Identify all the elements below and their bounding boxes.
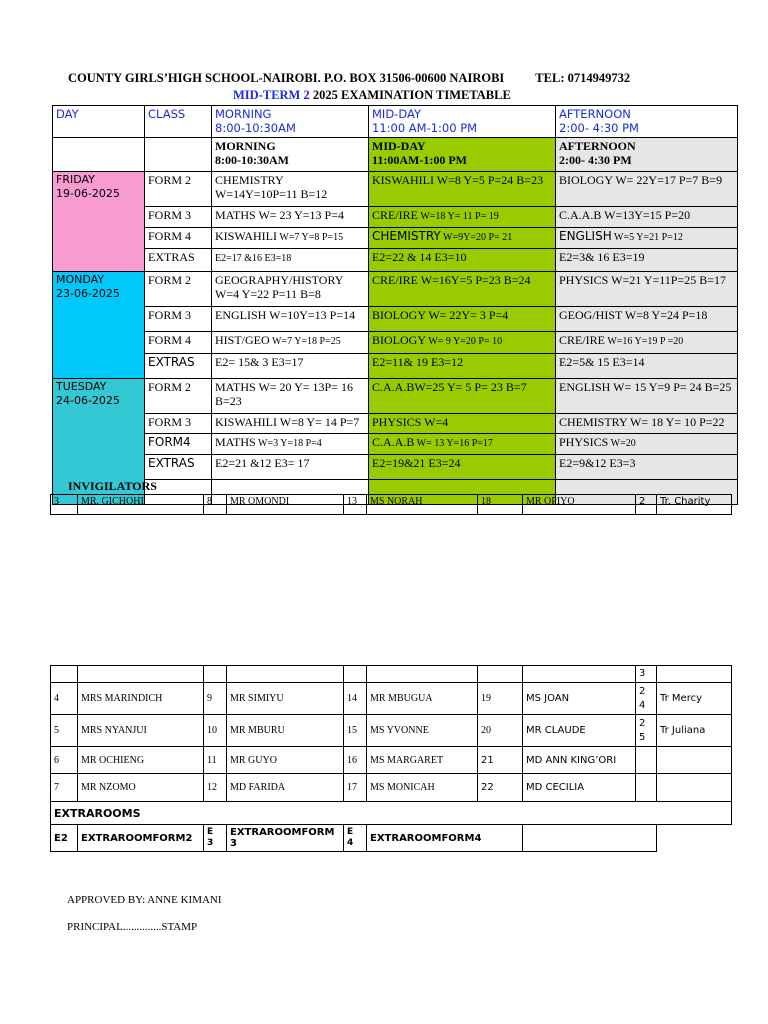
afternoon-cell: PHYSICS W=20 [556,434,738,455]
invigilator-number: 19 [478,683,523,715]
timetable-row [53,207,738,228]
morning-cell: E2=21 &12 E3= 17 [212,455,369,480]
timetable-row [53,172,738,207]
principal-stamp: PRINCIPAL..............STAMP [67,921,198,933]
timetable-row [53,414,738,434]
afternoon-cell: E2=3& 16 E3=19 [556,249,738,272]
morning-cell: E2= 15& 3 E3=17 [212,354,369,379]
timetable-row [53,379,738,414]
invigilator-name: MS MARGARET [367,747,478,774]
timetable-row [53,332,738,354]
invigilators-table [50,665,732,852]
invigilators-title: INVIGILATORS [68,479,157,493]
midday-cell: E2=11& 19 E3=12 [369,354,556,379]
class-cell: FORM 2 [145,272,212,307]
midday-cell: KISWAHILI W=8 Y=5 P=24 B=23 [369,172,556,207]
midday-cell: CRE/IRE W=18 Y= 11 P= 19 [369,207,556,228]
invigilator-name: MRS MARINDICH [78,683,204,715]
invigilator-name: MR SIMIYU [227,683,344,715]
invigilator-number: 20 [478,715,523,747]
invigilator-row [51,495,732,515]
day-cell: MONDAY 23-06-2025 [53,272,145,379]
morning-cell: MATHS W=3 Y=18 P=4 [212,434,369,455]
timetable-row [53,455,738,480]
midday-cell: E2=22 & 14 E3=10 [369,249,556,272]
class-cell: FORM 3 [145,207,212,228]
morning-cell: KISWAHILI W=7 Y=8 P=15 [212,228,369,249]
midday-cell: E2=19&21 E3=24 [369,455,556,480]
extraroom-cell: E 3 [204,825,227,852]
invigilator-name: Tr Mercy [657,683,732,715]
afternoon-cell: ENGLISH W= 15 Y=9 P= 24 B=25 [556,379,738,414]
midday-cell: BIOLOGY W= 22Y= 3 P=4 [369,307,556,332]
invigilator-name: MR CLAUDE [523,715,636,747]
header-day: DAY [53,106,145,138]
extrarooms-row [51,825,732,852]
invigilator-name: MD FARIDA [227,774,344,802]
class-cell: FORM 4 [145,228,212,249]
morning-cell: HIST/GEO W=7 Y=18 P=25 [212,332,369,354]
class-cell: EXTRAS [145,354,212,379]
midday-cell: C.A.A.BW=25 Y= 5 P= 23 B=7 [369,379,556,414]
exam-title [233,88,511,103]
invigilator-number: 5 [51,715,78,747]
school-header: COUNTY GIRLS’HIGH SCHOOL-NAIROBI. P.O. BOX 31506-00600 NAIROBI TEL: 0714949732 [68,71,631,85]
timetable-row [53,434,738,455]
invigilator-number: 13 [344,495,367,515]
timetable-row [53,307,738,332]
midterm-label: MID-TERM 2 [233,88,310,102]
invigilator-name: MR. GICHOHI [78,495,204,515]
morning-cell: E2=17 &16 E3=18 [212,249,369,272]
invigilator-number: 12 [204,774,227,802]
extrarooms-title: EXTRAROOMS [51,802,732,825]
extraroom-cell: E2 [51,825,78,852]
afternoon-cell: E2=5& 15 E3=14 [556,354,738,379]
invigilator-name: MR MBUGUA [367,683,478,715]
class-cell: FORM 2 [145,379,212,414]
day-cell: FRIDAY 19-06-2025 [53,172,145,272]
afternoon-cell: BIOLOGY W= 22Y=17 P=7 B=9 [556,172,738,207]
afternoon-cell: PHYSICS W=21 Y=11P=25 B=17 [556,272,738,307]
invigilator-name [657,747,732,774]
invigilator-row [51,715,732,747]
timetable-row [53,249,738,272]
invigilator-number: 3 [51,495,78,515]
midday-cell: CRE/IRE W=16Y=5 P=23 B=24 [369,272,556,307]
invigilator-number: 2 4 [636,683,657,715]
approved-by: APPROVED BY: ANNE KIMANI [67,894,222,906]
invigilator-name: MR MBURU [227,715,344,747]
morning-cell: MATHS W= 23 Y=13 P=4 [212,207,369,228]
day-cell: TUESDAY 24-06-2025 [53,379,145,505]
class-cell: FORM 3 [145,414,212,434]
afternoon-cell: C.A.A.B W=13Y=15 P=20 [556,207,738,228]
invigilator-number: 10 [204,715,227,747]
timetable-row [53,272,738,307]
exam-title-rest: 2025 EXAMINATION TIMETABLE [309,88,511,102]
invigilator-number [636,774,657,802]
subheader-blank [53,138,145,172]
extraroom-cell: E 4 [344,825,367,852]
exam-timetable [52,105,738,505]
invigilator-number: 6 [51,747,78,774]
subheader-midday: MID-DAY 11:00AM-1:00 PM [369,138,556,172]
class-cell: FORM 3 [145,307,212,332]
invigilator-name: MR OCHIENG [78,747,204,774]
invigilator-number: 11 [204,747,227,774]
extraroom-cell: EXTRAROOMFORM 3 [227,825,344,852]
invigilator-name: MS JOAN [523,683,636,715]
invigilator-name: MR OPIYO [523,495,636,515]
subheader-morning: MORNING 8:00-10:30AM [212,138,369,172]
afternoon-cell: GEOG/HIST W=8 Y=24 P=18 [556,307,738,332]
invigilator-name: MD ANN KING’ORI [523,747,636,774]
header-class: CLASS [145,106,212,138]
timetable-row [53,354,738,379]
extraroom-cell: EXTRAROOMFORM4 [367,825,523,852]
invigilator-name: MR NZOMO [78,774,204,802]
morning-cell: KISWAHILI W=8 Y= 14 P=7 [212,414,369,434]
invigilator-name: Tr Juliana [657,715,732,747]
class-cell: FORM 4 [145,332,212,354]
invigilator-number: 2 [636,495,657,515]
midday-cell: CHEMISTRY W=9Y=20 P= 21 [369,228,556,249]
invigilator-row [51,747,732,774]
header-afternoon: AFTERNOON 2:00- 4:30 PM [556,106,738,138]
invigilators-table-top [50,494,732,515]
morning-cell: GEOGRAPHY/HISTORY W=4 Y=22 P=11 B=8 [212,272,369,307]
invigilator-name: MR GUYO [227,747,344,774]
header-midday: MID-DAY 11:00 AM-1:00 PM [369,106,556,138]
subheader-blank [145,138,212,172]
morning-cell: ENGLISH W=10Y=13 P=14 [212,307,369,332]
extraroom-cell: EXTRAROOMFORM2 [78,825,204,852]
class-cell: EXTRAS [145,455,212,480]
invigilator-number: 7 [51,774,78,802]
invigilator-blank-row [51,666,732,683]
extrarooms-title-row [51,802,732,825]
invigilator-name: MS NORAH [367,495,478,515]
class-cell: FORM 2 [145,172,212,207]
invigilator-row [51,683,732,715]
invigilator-name: MS YVONNE [367,715,478,747]
invigilator-number: 8 [204,495,227,515]
header-morning: MORNING 8:00-10:30AM [212,106,369,138]
invigilator-name: MR OMONDI [227,495,344,515]
afternoon-cell: CHEMISTRY W= 18 Y= 10 P=22 [556,414,738,434]
invigilator-number [636,747,657,774]
invigilator-number: 21 [478,747,523,774]
invigilator-name: MD CECILIA [523,774,636,802]
extraroom-cell [523,825,657,852]
invigilator-number: 14 [344,683,367,715]
afternoon-cell: CRE/IRE W=16 Y=19 P =20 [556,332,738,354]
invigilator-number: 18 [478,495,523,515]
morning-cell: MATHS W= 20 Y= 13P= 16 B=23 [212,379,369,414]
invigilator-number: 16 [344,747,367,774]
midday-cell: PHYSICS W=4 [369,414,556,434]
morning-cell: CHEMISTRY W=14Y=10P=11 B=12 [212,172,369,207]
invigilator-name [657,774,732,802]
midday-cell: BIOLOGY W= 9 Y=20 P= 10 [369,332,556,354]
invigilator-number: 2 5 [636,715,657,747]
invigilator-number: 15 [344,715,367,747]
afternoon-cell: ENGLISH W=5 Y=21 P=12 [556,228,738,249]
subheader-afternoon: AFTERNOON 2:00- 4:30 PM [556,138,738,172]
timetable-subheader-row [53,138,738,172]
invigilator-number: 17 [344,774,367,802]
midday-cell: C.A.A.B W= 13 Y=16 P=17 [369,434,556,455]
invigilator-name: Tr. Charity [657,495,732,515]
invigilator-number: 4 [51,683,78,715]
invigilator-number: 9 [204,683,227,715]
class-cell: FORM4 [145,434,212,455]
invigilator-row [51,774,732,802]
afternoon-cell: E2=9&12 E3=3 [556,455,738,480]
invigilator-name: MRS NYANJUI [78,715,204,747]
invigilator-number: 22 [478,774,523,802]
invigilator-name: MS MONICAH [367,774,478,802]
timetable-header-row [53,106,738,138]
class-cell: EXTRAS [145,249,212,272]
timetable-row [53,228,738,249]
invigilator-number: 3 [636,666,657,683]
